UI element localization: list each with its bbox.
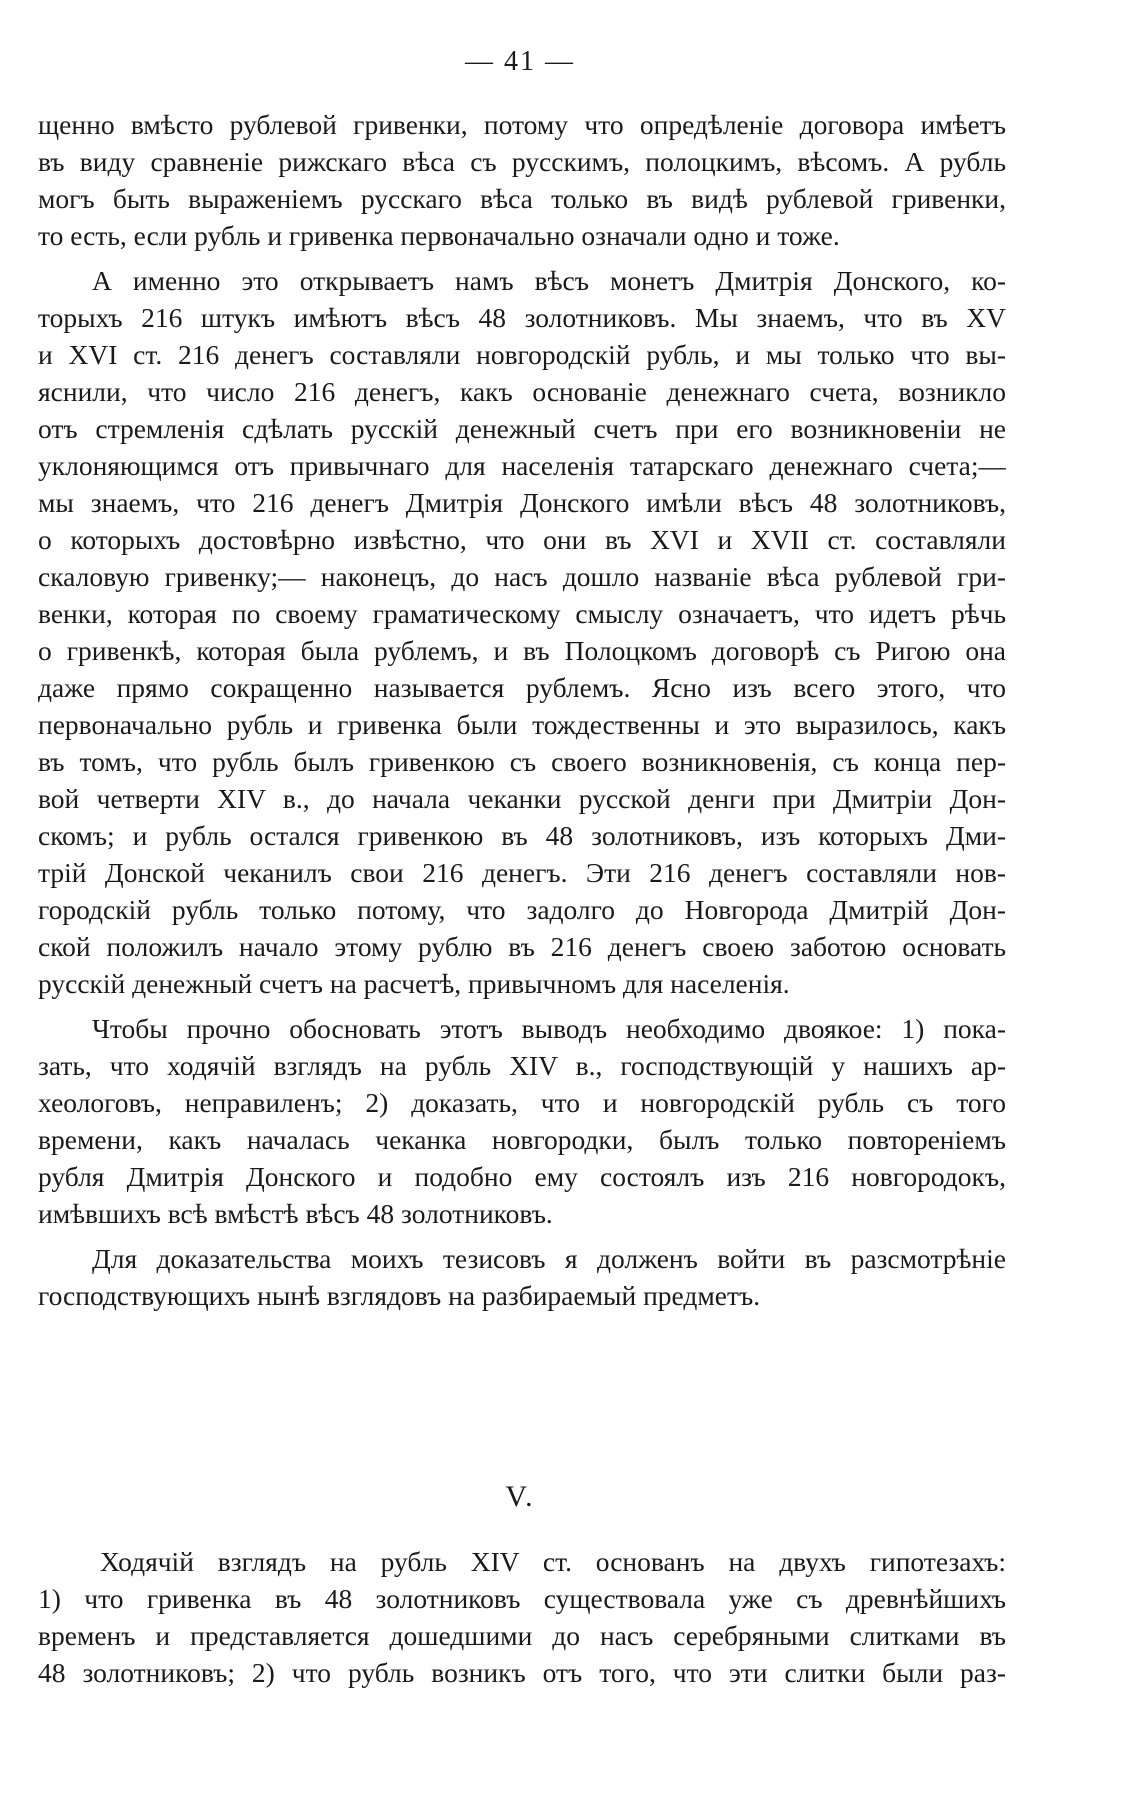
- text-line: въ виду сравненіе рижскаго вѣса съ русскимъ, полоцкимъ, вѣсомъ. А рубль: [38, 146, 1006, 177]
- text-line: Чтобы прочно обосновать этотъ выводъ необходимо двоякое: 1) пока-: [92, 1013, 1006, 1044]
- text-line: скаловую гривенку;— наконецъ, до насъ дошло названіе вѣса рублевой гри-: [38, 561, 1006, 592]
- text-line: 48 золотниковъ; 2) что рубль возникъ отъ того, что эти слитки были раз-: [38, 1657, 1006, 1688]
- text-line: яснили, что число 216 денегъ, какъ основаніе денежнаго счета, возникло: [38, 376, 1006, 407]
- text-line: Для доказательства моихъ тезисовъ я долженъ войти въ разсмотрѣніе: [92, 1243, 1006, 1274]
- text-line: хеологовъ, неправиленъ; 2) доказать, что и новгородскій рубль съ того: [38, 1087, 1006, 1118]
- text-line: даже прямо сокращенно называется рублемъ. Ясно изъ всего этого, что: [38, 672, 1006, 703]
- text-line: отъ стремленія сдѣлать русскій денежный счетъ при его возникновеніи не: [38, 413, 1006, 444]
- text-line: Ходячій взглядъ на рубль XIV ст. основанъ на двухъ гипотезахъ:: [100, 1546, 1006, 1577]
- text-line: и XVI ст. 216 денегъ составляли новгородскій рубль, и мы только что вы-: [38, 339, 1006, 370]
- text-line: первоначально рубль и гривенка были тождественны и это выразилось, какъ: [38, 709, 1006, 740]
- text-line: русскій денежный счетъ на расчетѣ, привычномъ для населенія.: [38, 968, 790, 999]
- section-heading: V.: [505, 1480, 535, 1513]
- text-line: щенно вмѣсто рублевой гривенки, потому что опредѣленіе договора имѣетъ: [38, 109, 1006, 140]
- text-line: 1) что гривенка въ 48 золотниковъ существовала уже съ древнѣйшихъ: [38, 1583, 1006, 1614]
- text-line: о гривенкѣ, которая была рублемъ, и въ Полоцкомъ договорѣ съ Ригою она: [38, 635, 1006, 666]
- text-line: рубля Дмитрія Донского и подобно ему состоялъ изъ 216 новгородокъ,: [38, 1161, 1006, 1192]
- text-line: ской положилъ начало этому рублю въ 216 денегъ своею заботою основать: [38, 931, 1006, 962]
- text-line: времени, какъ началась чеканка новгородки, былъ только повтореніемъ: [38, 1124, 1006, 1155]
- text-line: имѣвшихъ всѣ вмѣстѣ вѣсъ 48 золотниковъ.: [38, 1198, 553, 1229]
- text-line: мы знаемъ, что 216 денегъ Дмитрія Донского имѣли вѣсъ 48 золотниковъ,: [38, 487, 1006, 518]
- text-line: городскій рубль только потому, что задолго до Новгорода Дмитрій Дон-: [38, 894, 1006, 925]
- text-line: могъ быть выраженіемъ русскаго вѣса только въ видѣ рублевой гривенки,: [38, 183, 1006, 214]
- text-line: трій Донской чеканилъ свои 216 денегъ. Эти 216 денегъ составляли нов-: [38, 857, 1006, 888]
- text-line: вой четверти XIV в., до начала чеканки русской денги при Дмитріи Дон-: [38, 783, 1006, 814]
- text-line: зать, что ходячій взглядъ на рубль XIV в., господствующій у нашихъ ар-: [38, 1050, 1006, 1081]
- text-line: торыхъ 216 штукъ имѣютъ вѣсъ 48 золотниковъ. Мы знаемъ, что въ XV: [38, 302, 1006, 333]
- text-line: венки, которая по своему граматическому смыслу означаетъ, что идетъ рѣчь: [38, 598, 1006, 629]
- text-line: то есть, если рубль и гривенка первоначально означали одно и тоже.: [38, 220, 840, 251]
- text-line: въ томъ, что рубль былъ гривенкою съ своего возникновенія, съ конца пер-: [38, 746, 1006, 777]
- text-line: уклоняющимся отъ привычнаго для населенія татарскаго денежнаго счета;—: [38, 450, 1006, 481]
- text-line: А именно это открываетъ намъ вѣсъ монетъ Дмитрія Донского, ко-: [92, 265, 1006, 296]
- text-line: скомъ; и рубль остался гривенкою въ 48 золотниковъ, изъ которыхъ Дми-: [38, 820, 1006, 851]
- text-line: временъ и представляется дошедшими до насъ серебряными слитками въ: [38, 1620, 1006, 1651]
- page-number: — 41 —: [465, 46, 575, 77]
- text-line: господствующихъ нынѣ взглядовъ на разбираемый предметъ.: [38, 1280, 761, 1311]
- text-line: о которыхъ достовѣрно извѣстно, что они въ XVI и XVII ст. составляли: [38, 524, 1006, 555]
